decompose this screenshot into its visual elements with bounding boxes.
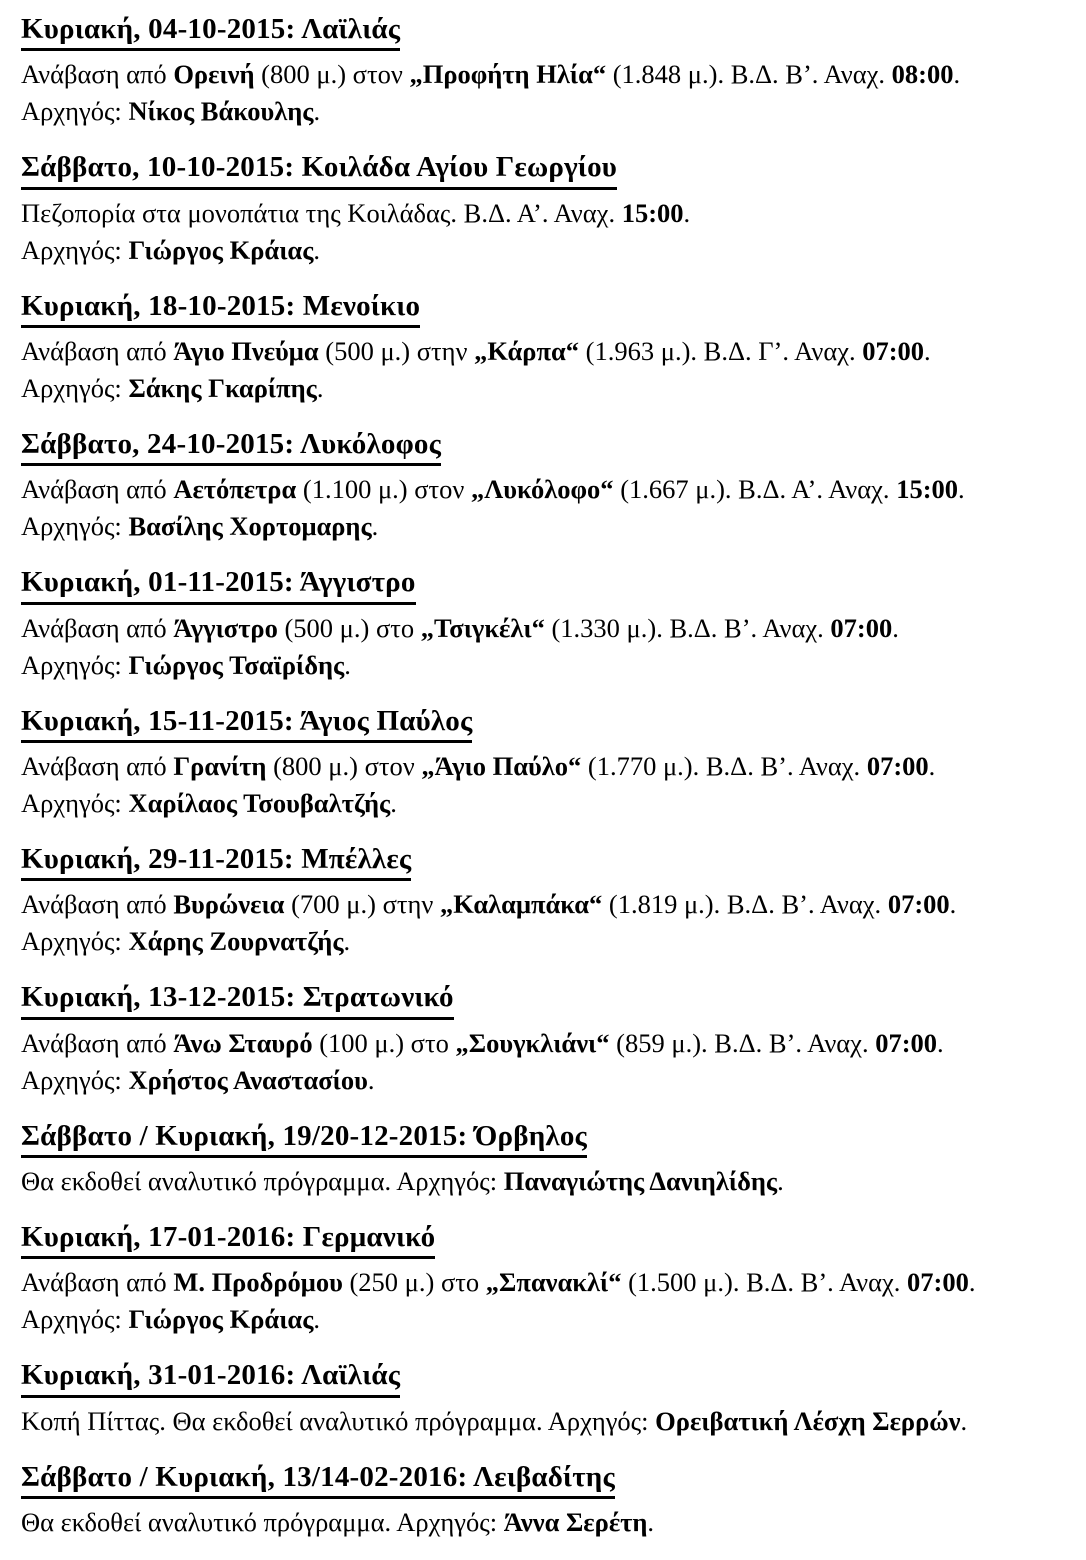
emphasized-text: „Σπανακλί“: [485, 1267, 622, 1298]
plain-text: .: [960, 1405, 968, 1436]
emphasized-text: Μ. Προδρόμου: [173, 1267, 343, 1298]
event-detail-line: [21, 195, 1064, 232]
event-detail-line: [21, 785, 1064, 822]
event-entry: [21, 151, 1064, 268]
event-detail-line: [21, 923, 1064, 960]
event-lines: [21, 1025, 1064, 1099]
plain-text: Αρχηγός:: [21, 1304, 129, 1335]
emphasized-text: Άνω Σταυρό: [173, 1027, 313, 1058]
emphasized-text: „Καλαμπάκα“: [439, 889, 603, 920]
event-heading-row: [21, 290, 1064, 333]
plain-text: (1.848 μ.). Β.Δ. Β’. Αναχ.: [606, 59, 892, 90]
emphasized-text: Άγιο Πνεύμα: [173, 336, 319, 367]
event-heading-row: [21, 1461, 1064, 1504]
emphasized-text: Ορειβατική Λέσχη Σερρών: [655, 1405, 961, 1436]
emphasized-text: Σάκης Γκαρίπης: [128, 373, 317, 404]
event-heading-row: [21, 1221, 1064, 1264]
event-entry: [21, 705, 1064, 822]
plain-text: Ανάβαση από: [21, 612, 174, 643]
event-detail-line: [21, 1504, 1064, 1541]
emphasized-text: 15:00: [896, 474, 959, 505]
emphasized-text: Άννα Σερέτη: [503, 1507, 648, 1538]
emphasized-text: Χάρης Ζουρνατζής: [128, 926, 344, 957]
plain-text: .: [390, 788, 397, 819]
plain-text: (1.100 μ.) στον: [296, 474, 472, 505]
plain-text: (100 μ.) στο: [312, 1027, 456, 1058]
event-heading-row: [21, 1359, 1064, 1402]
emphasized-text: Χαρίλαος Τσουβαλτζής: [128, 788, 391, 819]
event-detail-line: [21, 232, 1064, 269]
plain-text: (1.330 μ.). Β.Δ. Β’. Αναχ.: [544, 612, 831, 643]
event-lines: [21, 886, 1064, 960]
plain-text: .: [683, 197, 691, 228]
event-heading: Κυριακή, 31-01-2016: Λαϊλιάς: [21, 1359, 400, 1397]
emphasized-text: 07:00: [830, 612, 893, 643]
plain-text: .: [313, 234, 321, 265]
plain-text: (800 μ.) στον: [254, 59, 410, 90]
emphasized-text: Γιώργος Κράιας: [128, 234, 314, 265]
plain-text: Αρχηγός:: [21, 1064, 129, 1095]
plain-text: .: [367, 1064, 375, 1095]
plain-text: (1.819 μ.). Β.Δ. Β’. Αναχ.: [602, 889, 888, 920]
event-detail-line: [21, 93, 1064, 130]
plain-text: Αρχηγός:: [21, 926, 129, 957]
emphasized-text: 07:00: [862, 336, 925, 367]
plain-text: (500 μ.) στο: [277, 612, 421, 643]
event-heading-row: [21, 843, 1064, 886]
plain-text: Κοπή Πίττας. Θα εκδοθεί αναλυτικό πρόγραμμα. Αρχηγός:: [21, 1405, 656, 1436]
event-heading-row: [21, 13, 1064, 56]
emphasized-text: Γρανίτη: [173, 751, 267, 782]
emphasized-text: Γιώργος Τσαϊρίδης: [128, 649, 345, 680]
event-entry: [21, 1359, 1064, 1439]
event-detail-line: [21, 508, 1064, 545]
plain-text: Θα εκδοθεί αναλυτικό πρόγραμμα. Αρχηγός:: [21, 1166, 504, 1197]
plain-text: .: [313, 96, 321, 127]
event-heading-row: [21, 981, 1064, 1024]
plain-text: .: [953, 59, 961, 90]
event-detail-line: [21, 610, 1064, 647]
plain-text: Ανάβαση από: [21, 336, 174, 367]
event-lines: [21, 56, 1064, 130]
plain-text: .: [371, 511, 379, 542]
plain-text: (800 μ.) στον: [266, 751, 422, 782]
event-entry: [21, 1120, 1064, 1200]
event-lines: [21, 333, 1064, 407]
event-heading: Σάββατο, 24-10-2015: Λυκόλοφος: [21, 428, 441, 466]
plain-text: .: [647, 1507, 655, 1538]
plain-text: Αρχηγός:: [21, 234, 129, 265]
event-lines: [21, 1163, 1064, 1200]
plain-text: (250 μ.) στο: [342, 1267, 486, 1298]
event-heading: Κυριακή, 18-10-2015: Μενοίκιο: [21, 290, 420, 328]
event-heading-row: [21, 151, 1064, 194]
plain-text: .: [937, 1027, 944, 1058]
plain-text: .: [924, 336, 931, 367]
emphasized-text: Παναγιώτης Δανιηλίδης: [503, 1166, 778, 1197]
emphasized-text: Άγγιστρο: [173, 612, 278, 643]
emphasized-text: 07:00: [907, 1267, 969, 1298]
event-entry: [21, 428, 1064, 545]
plain-text: Θα εκδοθεί αναλυτικό πρόγραμμα. Αρχηγός:: [21, 1507, 504, 1538]
event-detail-line: [21, 471, 1064, 508]
event-detail-line: [21, 333, 1064, 370]
emphasized-text: 07:00: [887, 889, 950, 920]
plain-text: (859 μ.). Β.Δ. Β’. Αναχ.: [609, 1027, 876, 1058]
emphasized-text: 07:00: [875, 1027, 938, 1058]
event-entry: [21, 1461, 1064, 1541]
emphasized-text: „Τσιγκέλι“: [420, 612, 545, 643]
event-entry: [21, 290, 1064, 407]
plain-text: Ανάβαση από: [21, 751, 174, 782]
plain-text: Αρχηγός:: [21, 788, 129, 819]
plain-text: Αρχηγός:: [21, 511, 129, 542]
event-detail-line: [21, 886, 1064, 923]
event-heading-row: [21, 428, 1064, 471]
event-lines: [21, 1403, 1064, 1440]
emphasized-text: Βυρώνεια: [173, 889, 285, 920]
emphasized-text: „Λυκόλοφο“: [471, 474, 614, 505]
emphasized-text: Νίκος Βάκουλης: [128, 96, 314, 127]
event-detail-line: [21, 1264, 1064, 1301]
emphasized-text: „Κάρπα“: [474, 336, 580, 367]
event-heading: Κυριακή, 15-11-2015: Άγιος Παύλος: [21, 705, 472, 743]
event-heading: Σάββατο / Κυριακή, 19/20-12-2015: Όρβηλος: [21, 1120, 587, 1158]
event-detail-line: [21, 1062, 1064, 1099]
emphasized-text: 15:00: [621, 197, 684, 228]
plain-text: .: [928, 751, 936, 782]
event-lines: [21, 1504, 1064, 1541]
event-detail-line: [21, 748, 1064, 785]
event-detail-line: [21, 647, 1064, 684]
plain-text: .: [777, 1166, 784, 1197]
emphasized-text: „Προφήτη Ηλία“: [409, 59, 607, 90]
event-detail-line: [21, 1301, 1064, 1338]
plain-text: (500 μ.) στην: [318, 336, 475, 367]
event-lines: [21, 748, 1064, 822]
plain-text: .: [316, 373, 324, 404]
event-heading: Κυριακή, 01-11-2015: Άγγιστρο: [21, 566, 416, 604]
event-entry: [21, 566, 1064, 683]
plain-text: .: [958, 474, 965, 505]
event-heading: Κυριακή, 13-12-2015: Στρατωνικό: [21, 981, 454, 1019]
event-detail-line: [21, 1403, 1064, 1440]
emphasized-text: Γιώργος Κράιας: [128, 1304, 314, 1335]
emphasized-text: Αετόπετρα: [173, 474, 297, 505]
plain-text: (1.770 μ.). Β.Δ. Β’. Αναχ.: [581, 751, 867, 782]
plain-text: Ανάβαση από: [21, 59, 174, 90]
plain-text: Αρχηγός:: [21, 373, 129, 404]
emphasized-text: „Άγιο Παύλο“: [421, 751, 582, 782]
plain-text: Αρχηγός:: [21, 96, 129, 127]
emphasized-text: Ορεινή: [173, 59, 255, 90]
event-heading: Σάββατο, 10-10-2015: Κοιλάδα Αγίου Γεωργίου: [21, 151, 617, 189]
event-entry: [21, 13, 1064, 130]
emphasized-text: 07:00: [866, 751, 929, 782]
plain-text: Ανάβαση από: [21, 889, 174, 920]
emphasized-text: Χρήστος Αναστασίου: [128, 1064, 368, 1095]
emphasized-text: „Σουγκλιάνι“: [455, 1027, 610, 1058]
plain-text: Ανάβαση από: [21, 1027, 174, 1058]
event-entry: [21, 843, 1064, 960]
plain-text: (1.500 μ.). Β.Δ. Β’. Αναχ.: [621, 1267, 908, 1298]
plain-text: .: [892, 612, 899, 643]
plain-text: Πεζοπορία στα μονοπάτια της Κοιλάδας. Β.Δ. Α’. Αναχ.: [21, 197, 622, 228]
plain-text: (1.963 μ.). Β.Δ. Γ’. Αναχ.: [579, 336, 863, 367]
event-heading-row: [21, 1120, 1064, 1163]
plain-text: Αρχηγός:: [21, 649, 129, 680]
plain-text: .: [344, 649, 351, 680]
event-heading: Κυριακή, 17-01-2016: Γερμανικό: [21, 1221, 435, 1259]
event-detail-line: [21, 1025, 1064, 1062]
event-heading-row: [21, 566, 1064, 609]
event-heading: Κυριακή, 29-11-2015: Μπέλλες: [21, 843, 411, 881]
event-lines: [21, 195, 1064, 269]
emphasized-text: 08:00: [891, 59, 954, 90]
event-detail-line: [21, 1163, 1064, 1200]
emphasized-text: Βασίλης Χορτομαρης: [128, 511, 372, 542]
plain-text: .: [313, 1304, 321, 1335]
event-detail-line: [21, 56, 1064, 93]
event-entry: [21, 981, 1064, 1098]
event-heading-row: [21, 705, 1064, 748]
event-lines: [21, 1264, 1064, 1338]
event-heading: Σάββατο / Κυριακή, 13/14-02-2016: Λειβαδίτης: [21, 1461, 615, 1499]
plain-text: Ανάβαση από: [21, 474, 174, 505]
plain-text: .: [343, 926, 351, 957]
plain-text: .: [968, 1267, 976, 1298]
plain-text: Ανάβαση από: [21, 1267, 174, 1298]
plain-text: .: [949, 889, 957, 920]
plain-text: (1.667 μ.). Β.Δ. Α’. Αναχ.: [613, 474, 897, 505]
event-heading: Κυριακή, 04-10-2015: Λαϊλιάς: [21, 13, 400, 51]
event-lines: [21, 471, 1064, 545]
event-detail-line: [21, 370, 1064, 407]
plain-text: (700 μ.) στην: [284, 889, 440, 920]
event-entry: [21, 1221, 1064, 1338]
event-lines: [21, 610, 1064, 684]
